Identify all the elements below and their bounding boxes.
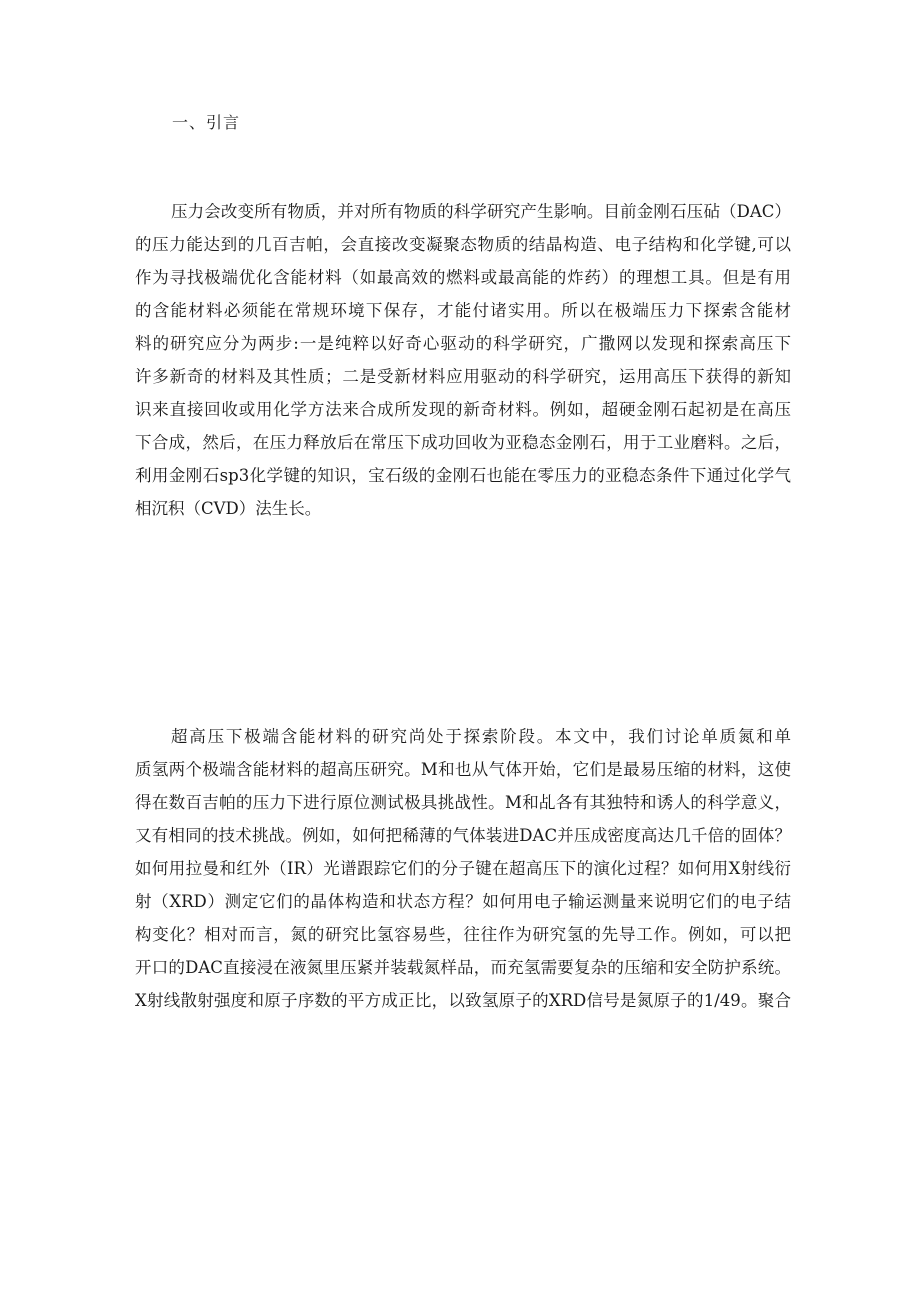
- paragraph-line: 如何用拉曼和红外（IR）光谱跟踪它们的分子键在超高压下的演化过程？如何用X射线衍: [135, 859, 791, 878]
- paragraph-line: 的压力能达到的几百吉帕，会直接改变凝聚态物质的结晶构造、电子结构和化学键,可以: [135, 235, 791, 254]
- paragraph-line: X射线散射强度和原子序数的平方成正比，以致氢原子的XRD信号是氮原子的1/49。聚合: [135, 991, 791, 1010]
- paragraph-line: 压力会改变所有物质，并对所有物质的科学研究产生影响。目前金刚石压砧（DAC）: [171, 202, 791, 221]
- paragraph-line: 作为寻找极端优化含能材料（如最高效的燃料或最高能的炸药）的理想工具。但是有用: [135, 268, 791, 287]
- section-heading: 一、引言: [172, 113, 241, 132]
- paragraph-line: 许多新奇的材料及其性质；二是受新材料应用驱动的科学研究，运用高压下获得的新知: [135, 367, 791, 386]
- paragraph-line: 超高压下极端含能材料的研究尚处于探索阶段。本文中，我们讨论单质氮和单: [171, 727, 791, 746]
- paragraph-line: 开口的DAC直接浸在液氮里压紧并装载氮样品，而充氢需要复杂的压缩和安全防护系统。: [135, 958, 791, 977]
- paragraph-line: 构变化？相对而言，氮的研究比氢容易些，往往作为研究氢的先导工作。例如，可以把: [135, 925, 791, 944]
- paragraph-line: 质氢两个极端含能材料的超高压研究。M和也从气体开始，它们是最易压缩的材料，这使: [135, 760, 791, 779]
- paragraph-2: [135, 720, 791, 1017]
- paragraph-line: 下合成，然后，在压力释放后在常压下成功回收为亚稳态金刚石，用于工业磨料。之后，: [135, 433, 791, 452]
- paragraph-line: 得在数百吉帕的压力下进行原位测试极具挑战性。M和乩各有其独特和诱人的科学意义，: [135, 793, 791, 812]
- paragraph-line: 利用金刚石sp3化学键的知识，宝石级的金刚石也能在零压力的亚稳态条件下通过化学气: [135, 466, 791, 485]
- paragraph-line: 的含能材料必须能在常规环境下保存，才能付诸实用。所以在极端压力下探索含能材: [135, 301, 791, 320]
- paragraph-line: 相沉积（CVD）法生长。: [135, 499, 322, 518]
- paragraph-line: 料的研究应分为两步:一是纯粹以好奇心驱动的科学研究，广撒网以发现和探索高压下: [135, 334, 791, 353]
- paragraph-line: 识来直接回收或用化学方法来合成所发现的新奇材料。例如，超硬金刚石起初是在高压: [135, 400, 791, 419]
- paragraph-1: [135, 195, 791, 525]
- paragraph-line: 又有相同的技术挑战。例如，如何把稀薄的气体装进DAC并压成密度高达几千倍的固体？: [135, 826, 791, 845]
- paragraph-line: 射（XRD）测定它们的晶体构造和状态方程？如何用电子输运测量来说明它们的电子结: [135, 892, 791, 911]
